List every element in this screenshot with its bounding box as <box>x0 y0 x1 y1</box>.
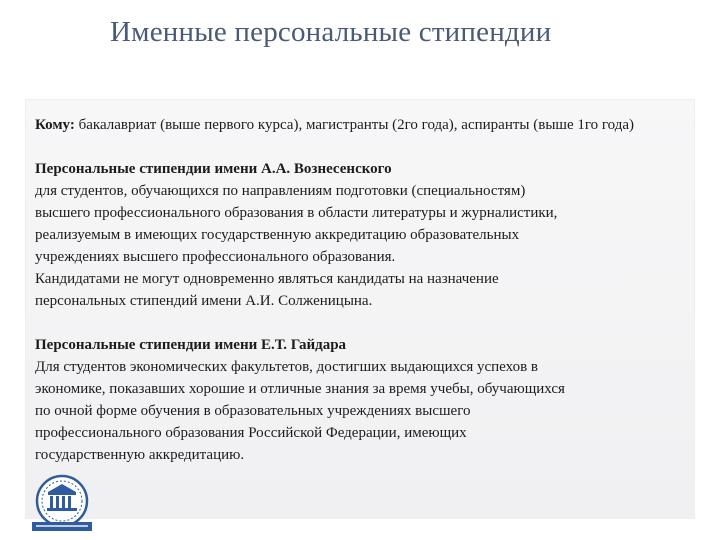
section-line: Кандидатами не могут одновременно являться кандидаты на назначение <box>35 271 499 287</box>
audience-label: Кому: <box>35 117 75 133</box>
audience-paragraph <box>35 114 690 136</box>
section-line: профессионального образования Российской Федерации, имеющих <box>35 425 467 441</box>
scholarship-section-voznesensky <box>35 158 690 312</box>
university-logo-icon <box>26 474 98 534</box>
section-line: экономике, показавших хорошие и отличные знания за время учебы, обучающихся <box>35 381 565 397</box>
section-line: высшего профессионального образования в области литературы и журналистики, <box>35 205 558 221</box>
page-title: Именные персональные стипендии <box>110 16 552 48</box>
section-line: для студентов, обучающихся по направлениям подготовки (специальностям) <box>35 183 526 199</box>
section-line: Для студентов экономических факультетов, достигших выдающихся успехов в <box>35 359 538 375</box>
section-line: государственную аккредитацию. <box>35 447 245 463</box>
section-line: учреждениях высшего профессионального образования. <box>35 249 396 265</box>
section-line: по очной форме обучения в образовательных учреждениях высшего <box>35 403 471 419</box>
content-text <box>35 114 690 488</box>
section-heading: Персональные стипендии имени А.А. Вознесенского <box>35 161 392 177</box>
section-heading: Персональные стипендии имени Е.Т. Гайдара <box>35 337 347 353</box>
section-line: реализуемым в имеющих государственную аккредитацию образовательных <box>35 227 520 243</box>
audience-text: бакалавриат (выше первого курса), магистранты (2го года), аспиранты (выше 1го года) <box>74 117 635 133</box>
scholarship-section-gaidar <box>35 334 690 466</box>
section-line: персональных стипендий имени А.И. Солженицына. <box>35 293 373 309</box>
